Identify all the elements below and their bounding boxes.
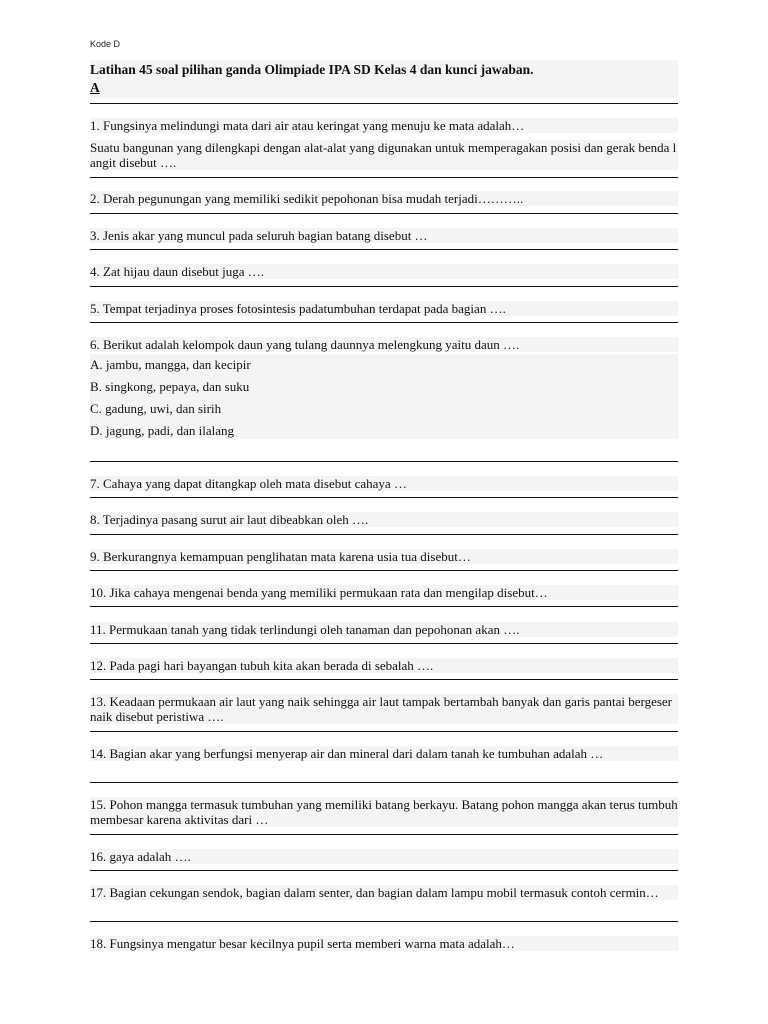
- question-item: [90, 694, 678, 724]
- question-item: [90, 140, 678, 170]
- question-text: 10. Jika cahaya mengenai benda yang memiliki permukaan rata dan mengilap disebut…: [90, 585, 548, 600]
- divider: [90, 322, 678, 323]
- divider: [90, 782, 678, 783]
- question-item: [90, 191, 678, 206]
- answer-option: B. singkong, pepaya, dan suku: [90, 379, 250, 394]
- question-item: [90, 301, 678, 316]
- divider: [90, 213, 678, 214]
- question-text: 6. Berikut adalah kelompok daun yang tulang daunnya melengkung yaitu daun ….: [90, 337, 520, 352]
- question-text: 14. Bagian akar yang berfungsi menyerap air dan mineral dari dalam tanah ke tumbuhan adalah …: [90, 746, 604, 761]
- question-item: [90, 746, 678, 761]
- divider: [90, 570, 678, 571]
- divider: [90, 249, 678, 250]
- divider: [90, 679, 678, 680]
- question-text: 18. Fungsinya mengatur besar kecilnya pupil serta memberi warna mata adalah…: [90, 936, 515, 951]
- document-title: Latihan 45 soal pilihan ganda Olimpiade IPA SD Kelas 4 dan kunci jawaban.: [90, 62, 534, 77]
- question-item: [90, 337, 678, 352]
- question-text: 4. Zat hijau daun disebut juga ….: [90, 264, 265, 279]
- question-item: [90, 228, 678, 243]
- question-text: 9. Berkurangnya kemampuan penglihatan mata karena usia tua disebut…: [90, 549, 471, 564]
- title-block: [90, 60, 678, 98]
- question-item: [90, 622, 678, 637]
- answer-option: D. jagung, padi, dan ilalang: [90, 423, 235, 438]
- divider: [90, 534, 678, 535]
- question-item: [90, 885, 678, 900]
- question-text: Suatu bangunan yang dilengkapi dengan alat-alat yang digunakan untuk memperagakan posisi dan gerak benda langit disebut ….: [90, 140, 677, 170]
- divider: [90, 103, 678, 104]
- answer-options: [90, 354, 678, 439]
- question-text: 3. Jenis akar yang muncul pada seluruh bagian batang disebut …: [90, 228, 428, 243]
- question-item: [90, 476, 678, 491]
- question-text: 11. Permukaan tanah yang tidak terlindungi oleh tanaman dan pepohonan akan ….: [90, 622, 520, 637]
- question-item: [90, 797, 678, 827]
- divider: [90, 870, 678, 871]
- answer-option: C. gadung, uwi, dan sirih: [90, 401, 222, 416]
- divider: [90, 921, 678, 922]
- question-text: 1. Fungsinya melindungi mata dari air atau keringat yang menuju ke mata adalah…: [90, 118, 525, 133]
- question-item: [90, 658, 678, 673]
- divider: [90, 643, 678, 644]
- question-item: [90, 512, 678, 527]
- question-item: [90, 849, 678, 864]
- question-text: 8. Terjadinya pasang surut air laut dibeabkan oleh ….: [90, 512, 369, 527]
- question-text: 13. Keadaan permukaan air laut yang naik sehingga air laut tampak bertambah banyak dan garis pantai bergeser naik disebut peristiwa ….: [90, 694, 673, 724]
- divider: [90, 834, 678, 835]
- divider: [90, 461, 678, 462]
- document-subtitle: A: [90, 80, 100, 95]
- answer-option: A. jambu, mangga, dan kecipir: [90, 357, 251, 372]
- divider: [90, 286, 678, 287]
- question-item: [90, 264, 678, 279]
- question-item: [90, 936, 678, 951]
- divider: [90, 606, 678, 607]
- question-text: 2. Derah pegunungan yang memiliki sedikit pepohonan bisa mudah terjadi………..: [90, 191, 524, 206]
- divider: [90, 731, 678, 732]
- question-item: [90, 585, 678, 600]
- divider: [90, 497, 678, 498]
- question-item: [90, 118, 678, 133]
- question-text: 5. Tempat terjadinya proses fotosintesis padatumbuhan terdapat pada bagian ….: [90, 301, 506, 316]
- question-text: 12. Pada pagi hari bayangan tubuh kita akan berada di sebalah ….: [90, 658, 434, 673]
- document-code: Kode D: [90, 39, 121, 49]
- question-text: 16. gaya adalah ….: [90, 849, 191, 864]
- question-text: 15. Pohon mangga termasuk tumbuhan yang memiliki batang berkayu. Batang pohon mangga akan terus tumbuh membesar karena aktivitas dari …: [90, 797, 678, 827]
- divider: [90, 177, 678, 178]
- question-text: 17. Bagian cekungan sendok, bagian dalam senter, dan bagian dalam lampu mobil termasuk contoh cermin…: [90, 885, 659, 900]
- question-text: 7. Cahaya yang dapat ditangkap oleh mata disebut cahaya …: [90, 476, 407, 491]
- question-item: [90, 549, 678, 564]
